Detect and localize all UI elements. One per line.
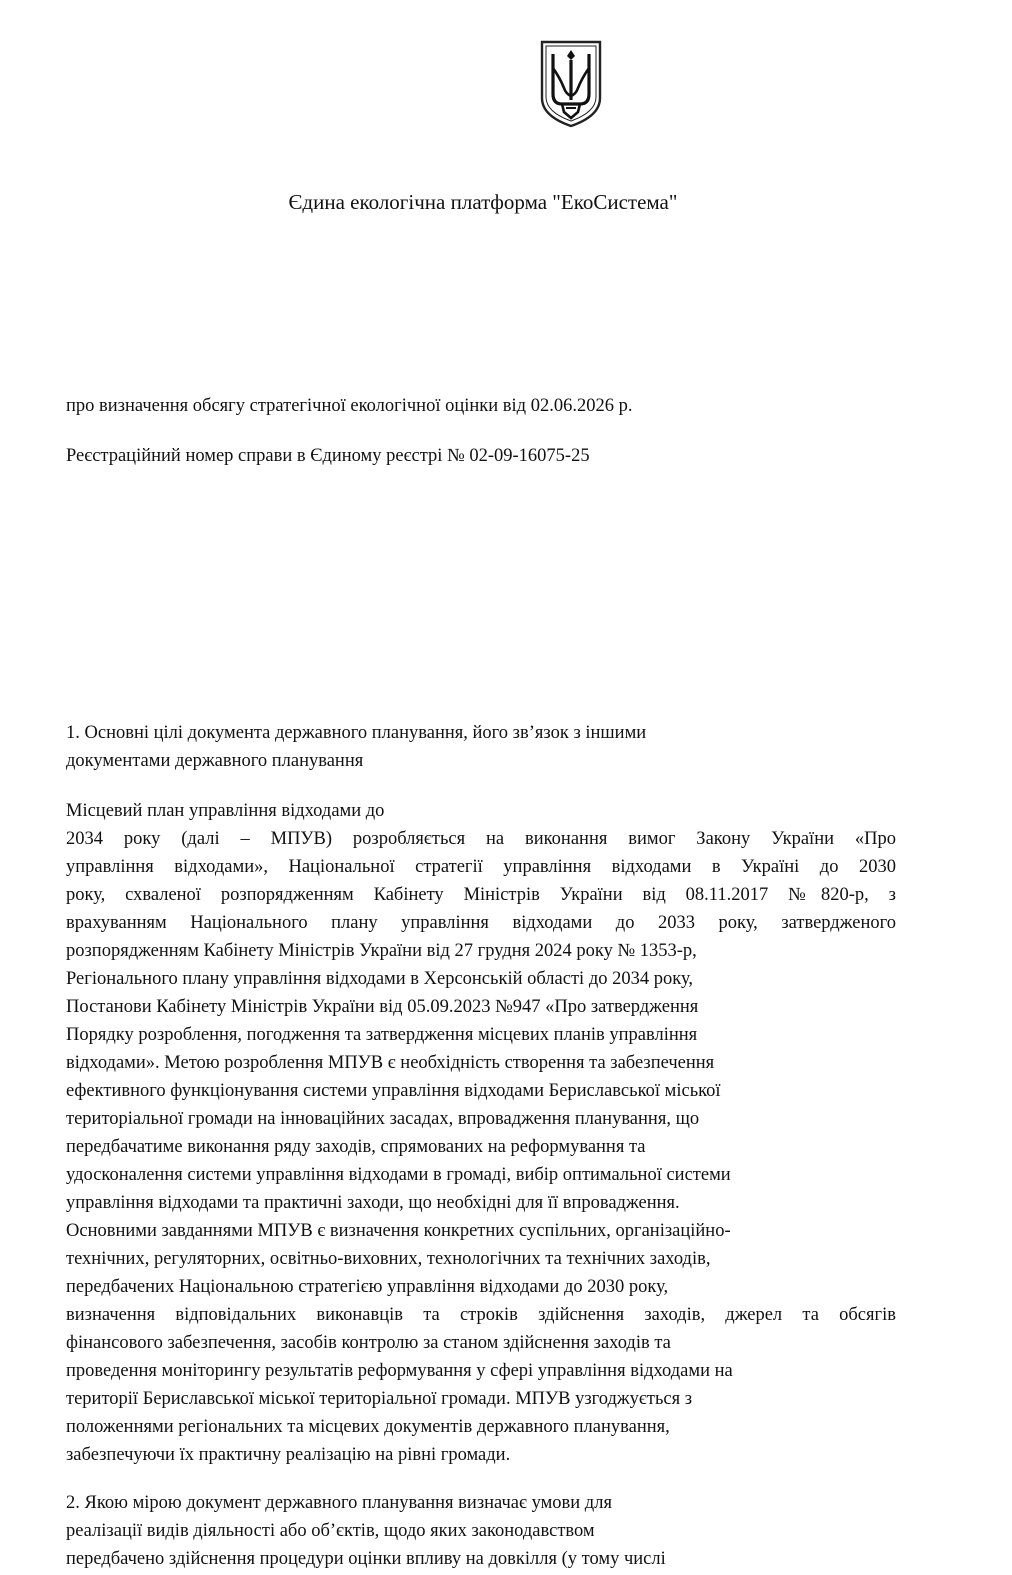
body-line: врахуванням Національного плану управління відходами до 2033 року, затвердженого: [66, 913, 896, 933]
heading-line: передбачено здійснення процедури оцінки впливу на довкілля (у тому числі: [66, 1549, 666, 1569]
body-line: визначення відповідальних виконавців та строків здійснення заходів, джерел та обсягів: [66, 1305, 896, 1325]
body-line: фінансового забезпечення, засобів контролю за станом здійснення заходів та: [66, 1333, 671, 1353]
heading-line: документами державного планування: [66, 751, 364, 771]
heading-line: 1. Основні цілі документа державного планування, його зв’язок з іншими: [66, 723, 647, 743]
section-1-body: [66, 797, 896, 1469]
body-line: положеннями регіональних та місцевих документів державного планування,: [66, 1417, 670, 1437]
section-2-heading: [66, 1489, 896, 1573]
body-line: управління відходами», Національної стратегії управління відходами в Україні до 2030: [66, 857, 896, 877]
body-line: передбачатиме виконання ряду заходів, спрямованих на реформування та: [66, 1137, 646, 1157]
section-1-heading: [66, 719, 896, 775]
body-line: року, схваленої розпорядженням Кабінету Міністрів України від 08.11.2017 №820-р, з: [66, 885, 896, 905]
heading-line: 2. Якою мірою документ державного планування визначає умови для: [66, 1493, 612, 1513]
body-line: технічних, регуляторних, освітньо-виховних, технологічних та технічних заходів,: [66, 1249, 711, 1269]
body-line: території Бериславської міської територіальної громади. МПУВ узгоджується з: [66, 1389, 693, 1409]
body-line: управління відходами та практичні заходи, що необхідні для її впровадження.: [66, 1193, 680, 1213]
body-line: проведення моніторингу результатів реформування у сфері управління відходами на: [66, 1361, 733, 1381]
body-line: Місцевий план управління відходами до: [66, 801, 385, 821]
ukraine-coat-of-arms-icon: [538, 38, 604, 128]
body-line: відходами». Метою розроблення МПУВ є необхідність створення та забезпечення: [66, 1053, 715, 1073]
body-line: забезпечуючи їх практичну реалізацію на рівні громади.: [66, 1445, 511, 1465]
document-subject-line: про визначення обсягу стратегічної екологічної оцінки від 02.06.2026 р.: [66, 396, 633, 416]
body-line: ефективного функціонування системи управління відходами Бериславської міської: [66, 1081, 721, 1101]
body-line: Постанови Кабінету Міністрів України від 05.09.2023 №947 «Про затвердження: [66, 997, 699, 1017]
platform-title: Єдина екологічна платформа "ЕкоСистема": [288, 190, 678, 214]
registration-number-line: Реєстраційний номер справи в Єдиному реєстрі № 02-09-16075-25: [66, 446, 590, 466]
body-line: 2034 року (далі – МПУВ) розробляється на виконання вимог Закону України «Про: [66, 829, 896, 849]
body-line: територіальної громади на інноваційних засадах, впровадження планування, що: [66, 1109, 700, 1129]
body-line: розпорядженням Кабінету Міністрів України від 27 грудня 2024 року № 1353-р,: [66, 941, 697, 961]
heading-line: реалізації видів діяльності або об’єктів, щодо яких законодавством: [66, 1521, 595, 1541]
body-line: удосконалення системи управління відходами в громаді, вибір оптимальної системи: [66, 1165, 731, 1185]
body-line: Регіонального плану управління відходами в Херсонській області до 2034 року,: [66, 969, 693, 989]
body-line: Основними завданнями МПУВ є визначення конкретних суспільних, організаційно-: [66, 1221, 731, 1241]
body-line: передбачених Національною стратегією управління відходами до 2030 року,: [66, 1277, 669, 1297]
body-line: Порядку розроблення, погодження та затвердження місцевих планів управління: [66, 1025, 698, 1045]
